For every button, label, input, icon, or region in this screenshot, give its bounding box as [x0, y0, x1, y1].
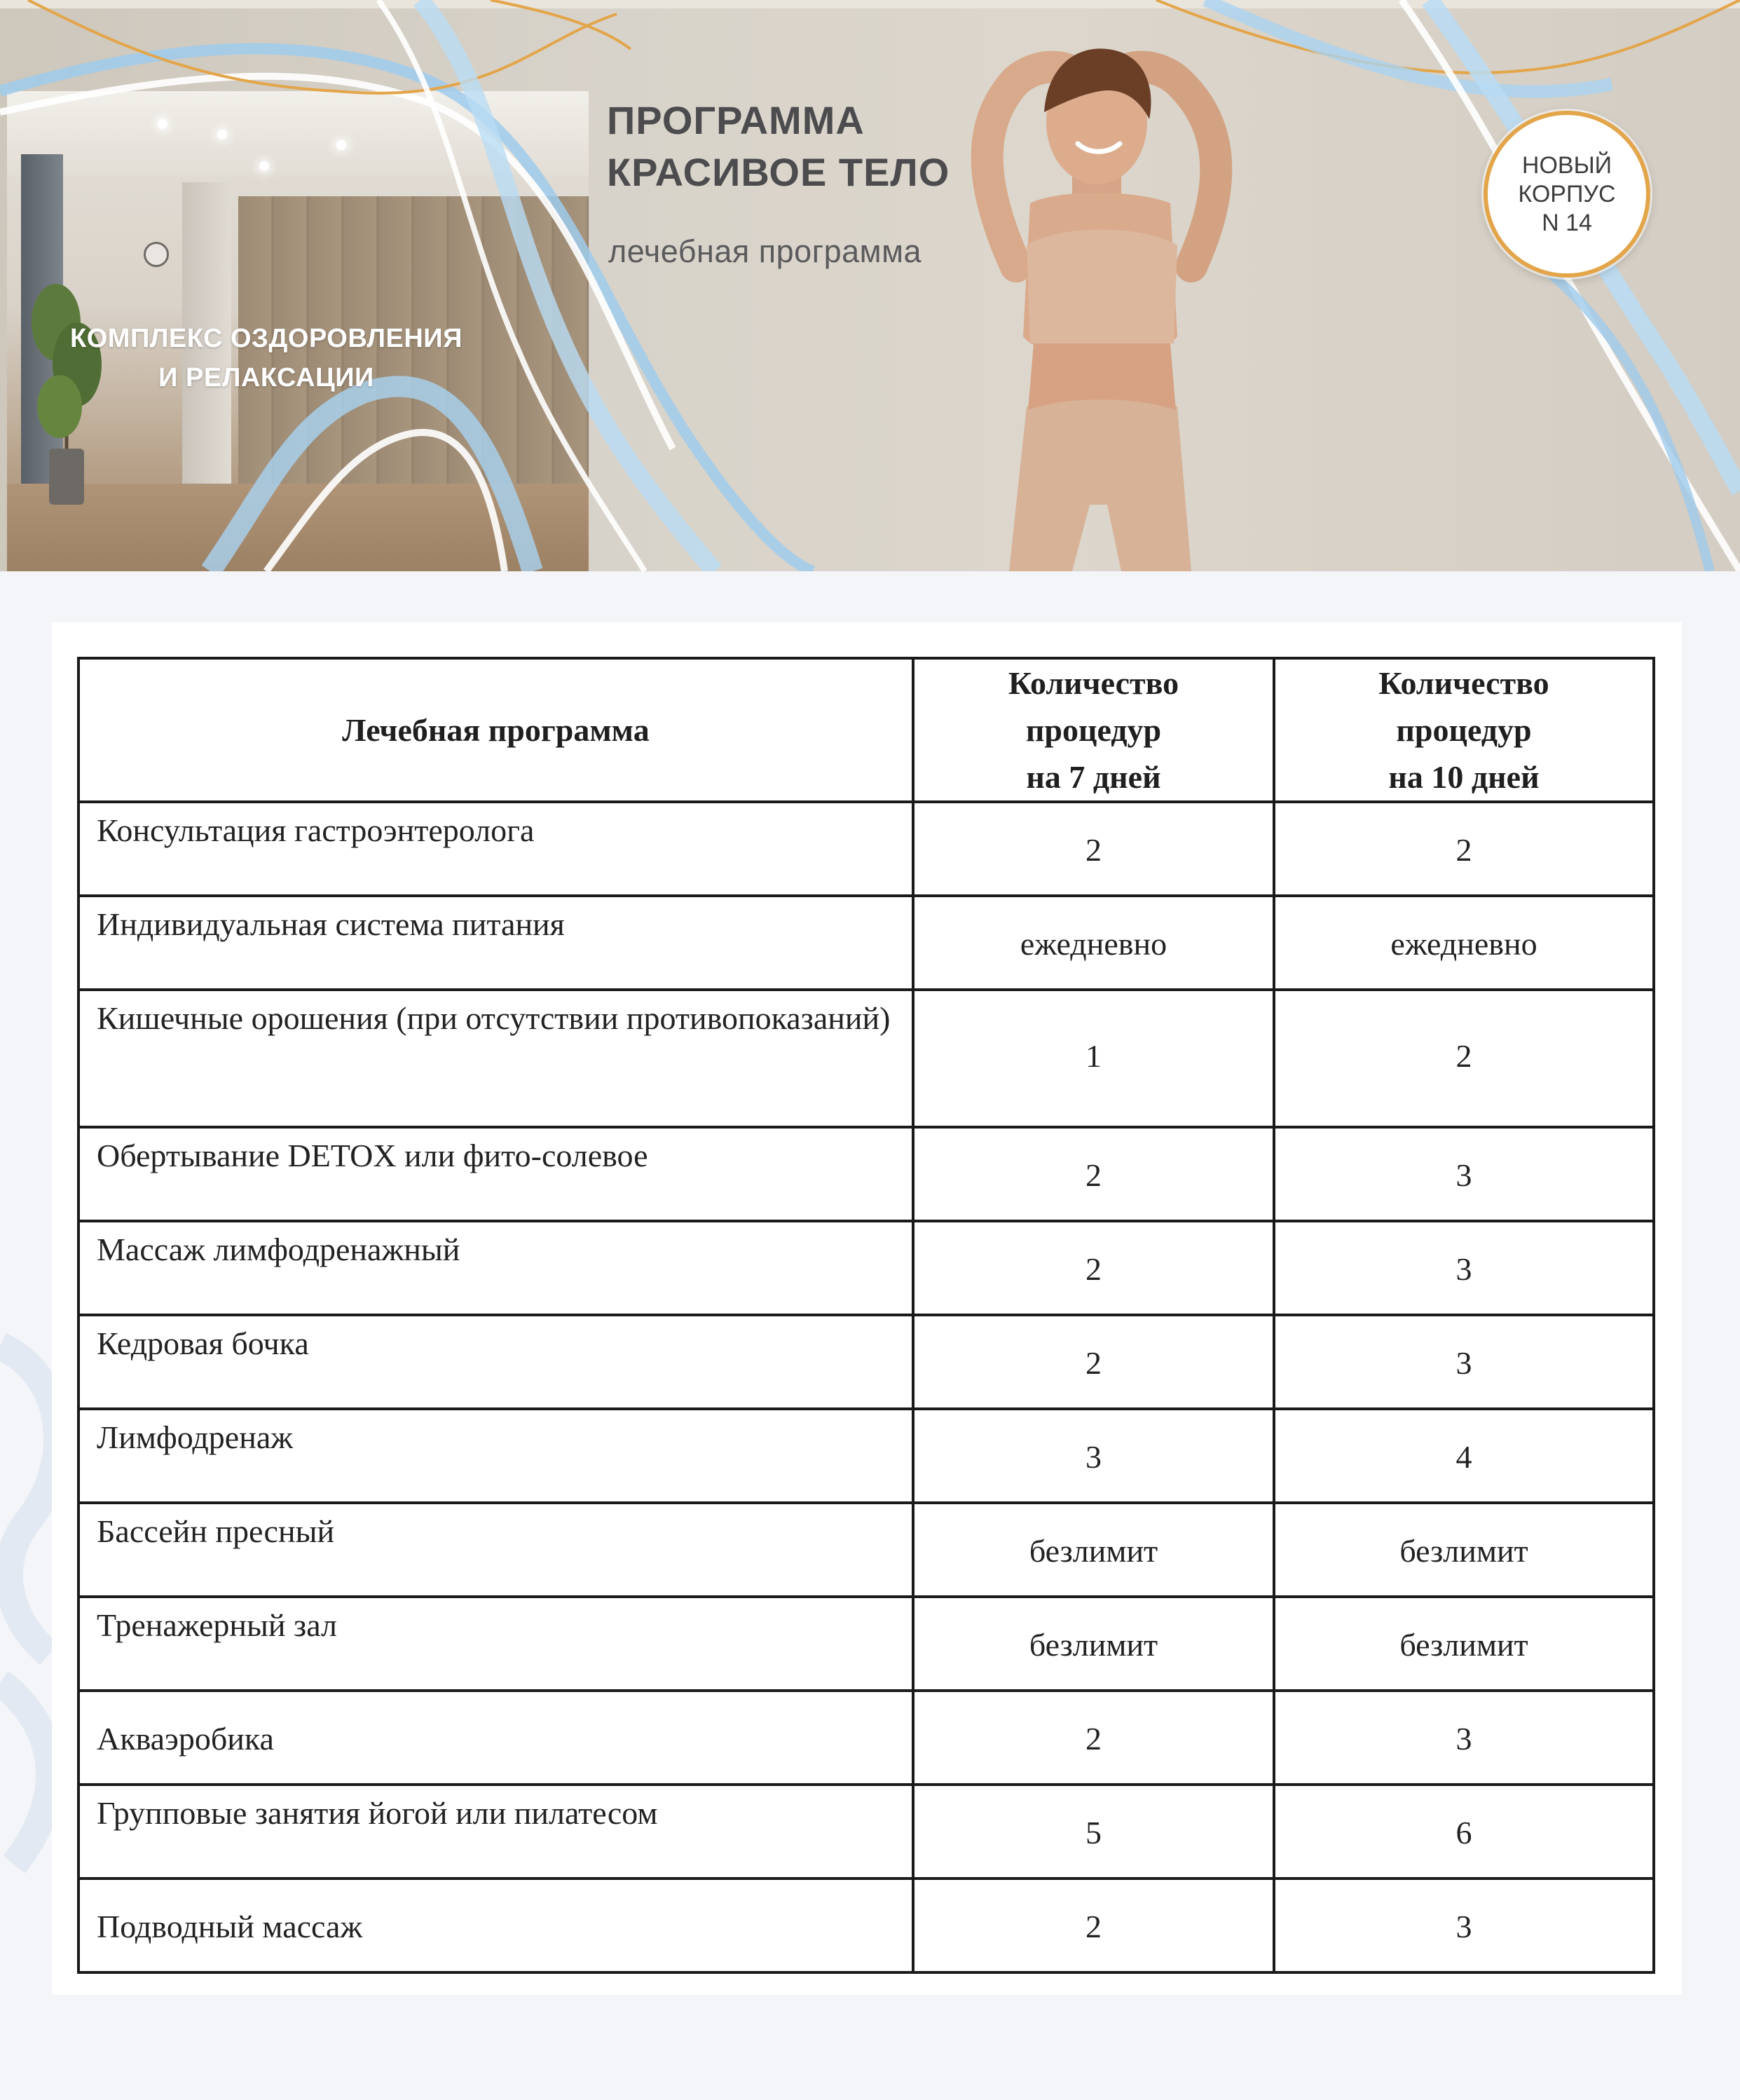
complex-title-line1: КОМПЛЕКС ОЗДОРОВЛЕНИЯ [70, 324, 463, 353]
procedure-name: Кишечные орошения (при отсутствии противопоказаний) [78, 990, 913, 1127]
complex-title-line2: И РЕЛАКСАЦИИ [158, 363, 374, 393]
count-7-days: 1 [913, 990, 1274, 1127]
header-10-days-line1: Количество [1378, 665, 1549, 701]
procedure-name: Массаж лимфодренажный [78, 1221, 913, 1315]
count-7-days: 5 [913, 1785, 1274, 1879]
count-7-days: 3 [913, 1409, 1274, 1503]
count-10-days: 3 [1274, 1691, 1654, 1785]
table-row [78, 1503, 1654, 1597]
count-10-days: 3 [1274, 1127, 1654, 1221]
badge-text [1500, 151, 1633, 238]
program-title-line1: ПРОГРАММА [607, 98, 865, 142]
count-10-days: безлимит [1274, 1503, 1654, 1597]
badge-line1: НОВЫЙ [1521, 151, 1612, 179]
table-row [78, 802, 1654, 896]
procedure-name: Акваэробика [78, 1691, 913, 1785]
header-7-days-line3: на 7 дней [1026, 759, 1161, 795]
badge-line3: N 14 [1542, 209, 1592, 236]
count-7-days: безлимит [913, 1503, 1274, 1597]
decorative-waves [0, 0, 1740, 571]
header-10-days-line2: процедур [1396, 712, 1532, 748]
table-header-row [78, 658, 1654, 802]
header-7-days [913, 658, 1274, 802]
badge-line2: КОРПУС [1518, 180, 1616, 207]
complex-title [49, 319, 484, 397]
count-10-days: 2 [1274, 802, 1654, 896]
procedure-name: Индивидуальная система питания [78, 896, 913, 990]
count-7-days: 2 [913, 1315, 1274, 1409]
table-row [78, 990, 1654, 1127]
hero-banner [0, 0, 1740, 571]
procedure-name: Обертывание DETOX или фито-солевое [78, 1127, 913, 1221]
count-10-days: 3 [1274, 1315, 1654, 1409]
table-row [78, 1785, 1654, 1879]
count-10-days: безлимит [1274, 1597, 1654, 1691]
count-7-days: 2 [913, 1127, 1274, 1221]
procedure-name: Консультация гастроэнтеролога [78, 802, 913, 896]
procedure-name: Кедровая бочка [78, 1315, 913, 1409]
count-10-days: 4 [1274, 1409, 1654, 1503]
program-title [607, 95, 1027, 198]
count-10-days: 2 [1274, 990, 1654, 1127]
count-7-days: 2 [913, 1691, 1274, 1785]
header-program: Лечебная программа [78, 658, 913, 802]
count-10-days: 6 [1274, 1785, 1654, 1879]
procedure-name: Бассейн пресный [78, 1503, 913, 1597]
table-row [78, 896, 1654, 990]
procedure-name: Подводный массаж [78, 1879, 913, 1972]
header-10-days-line3: на 10 дней [1388, 759, 1540, 795]
count-10-days: ежедневно [1274, 896, 1654, 990]
procedure-name: Тренажерный зал [78, 1597, 913, 1691]
procedure-name: Лимфодренаж [78, 1409, 913, 1503]
table-row [78, 1691, 1654, 1785]
table-row [78, 1127, 1654, 1221]
count-7-days: 2 [913, 1879, 1274, 1972]
count-7-days: ежедневно [913, 896, 1274, 990]
count-7-days: 2 [913, 802, 1274, 896]
table-row [78, 1315, 1654, 1409]
program-table [77, 657, 1655, 1974]
program-subtitle: лечебная программа [608, 233, 922, 269]
table-row [78, 1221, 1654, 1315]
count-7-days: безлимит [913, 1597, 1274, 1691]
table-row [78, 1409, 1654, 1503]
new-building-badge [1484, 111, 1650, 278]
count-10-days: 3 [1274, 1879, 1654, 1972]
header-7-days-line2: процедур [1025, 712, 1162, 748]
table-row [78, 1879, 1654, 1972]
count-7-days: 2 [913, 1221, 1274, 1315]
program-title-line2: КРАСИВОЕ ТЕЛО [607, 150, 950, 194]
count-10-days: 3 [1274, 1221, 1654, 1315]
header-10-days [1274, 658, 1654, 802]
procedure-name: Групповые занятия йогой или пилатесом [78, 1785, 913, 1879]
header-7-days-line1: Количество [1008, 665, 1179, 701]
table-row [78, 1597, 1654, 1691]
